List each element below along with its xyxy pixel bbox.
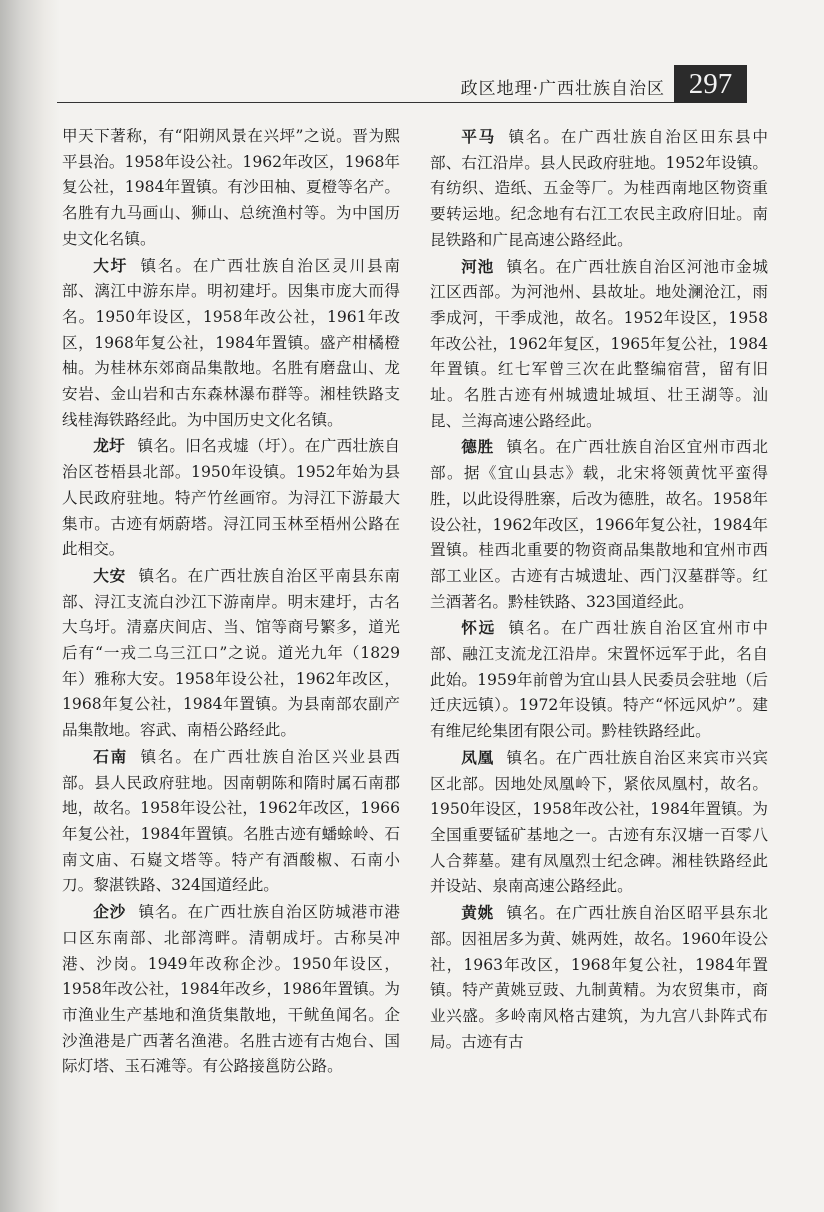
entry-daxu bbox=[62, 253, 400, 434]
entry-shinan bbox=[62, 744, 400, 899]
entry-desheng bbox=[430, 434, 768, 615]
entry-text: 镇名。在广西壮族自治区昭平县东北部。因祖居多为黄、姚两姓，故名。1960年设公社，1963年改区，1968年复公社，1984年置镇。特产黄姚豆豉、九制黄精。为农贸集市，商业兴盛。多岭南风格古建筑，为九宫八卦阵式布局。古迹有古 bbox=[430, 904, 768, 1051]
left-column bbox=[62, 124, 400, 1080]
entry-term: 怀远 bbox=[461, 618, 497, 638]
entry-text: 镇名。旧名戎墟（圩）。在广西壮族自治区苍梧县北部。1950年设镇。1952年始为县人民政府驻地。特产竹丝画帘。为浔江下游最大集市。古迹有炳蔚塔。浔江同玉林至梧州公路在此相交。 bbox=[62, 437, 400, 559]
entry-term: 大圩 bbox=[93, 255, 129, 275]
entry-text: 镇名。在广西壮族自治区兴业县西部。县人民政府驻地。因南朝陈和隋时属石南郡地，故名。1958年设公社，1962年改区，1966年复公社，1984年置镇。名胜古迹有蟠蜍岭、石南文庙、石嶷文塔等。特产有酒酸椒、石南小刀。黎湛铁路、324国道经此。 bbox=[62, 747, 400, 895]
entry-continued bbox=[62, 124, 400, 253]
entry-text: 镇名。在广西壮族自治区防城港市港口区东南部、北部湾畔。清朝成圩。古称吴冲港、沙岗。1949年改称企沙。1950年设区，1958年改公社，1984年改乡，1986年置镇。为市渔业生产基地和渔货集散地，干鱿鱼闻名。企沙渔港是广西著名渔港。名胜古迹有古炮台、国际灯塔、玉石滩等。有公路接邕防公路。 bbox=[62, 903, 400, 1076]
entry-term: 企沙 bbox=[93, 902, 126, 922]
entry-huaiyuan bbox=[430, 615, 768, 745]
entry-term: 平马 bbox=[461, 127, 497, 146]
entry-text: 镇名。在广西壮族自治区宜州市西北部。据《宜山县志》载，北宋将领黄忱平蛮得胜，以此设得胜寨，后改为德胜，故名。1958年设公社，1962年改区，1966年复公社，1984年置镇。桂西北重要的物资商品集散地和宜州市西部工业区。古迹有古城遗址、西门汉墓群等。红兰酒著名。黔桂铁路、323国道经此。 bbox=[430, 438, 768, 611]
running-title: 政区地理·广西壮族自治区 bbox=[460, 79, 665, 99]
page-number: 297 bbox=[674, 65, 747, 103]
entry-huangyao bbox=[430, 900, 768, 1055]
entry-hechi bbox=[430, 254, 768, 435]
entry-term: 大安 bbox=[93, 565, 126, 585]
entry-text: 甲天下著称，有“阳朔风景在兴坪”之说。晋为熙平县治。1958年设公社。1962年改区，1968年复公社，1984年置镇。有沙田柚、夏橙等名产。名胜有九马画山、狮山、总统渔村等。为中国历史文化名镇。 bbox=[62, 127, 400, 248]
page-header bbox=[57, 65, 747, 103]
entry-text: 镇名。在广西壮族自治区宜州市中部、融江支流龙江沿岸。宋置怀远军于此，名自此始。1959年前曾为宜山县人民委员会驻地（后迁庆远镇）。1972年设镇。特产“怀远风炉”。建有维尼纶集团有限公司。黔桂铁路经此。 bbox=[430, 619, 768, 741]
book-spine-shadow bbox=[0, 0, 60, 1212]
entry-term: 黄姚 bbox=[461, 903, 494, 923]
entry-term: 龙圩 bbox=[93, 436, 126, 456]
entry-fenghuang bbox=[430, 745, 768, 900]
entry-qisha bbox=[62, 899, 400, 1080]
entry-text: 镇名。在广西壮族自治区田东县中部、右江沿岸。县人民政府驻地。1952年设镇。有纺织、造纸、五金等厂。为桂西南地区物资重要转运地。纪念地有右江工农民主政府旧址。南昆铁路和广昆高速公路经此。 bbox=[430, 128, 768, 249]
entry-term: 凤凰 bbox=[461, 747, 494, 767]
right-column bbox=[430, 124, 768, 1055]
header-rule bbox=[57, 102, 674, 104]
entry-text: 镇名。在广西壮族自治区灵川县南部、漓江中游东岸。明初建圩。因集市庞大而得名。1950年设区，1958年改公社，1961年改区，1968年复公社，1984年置镇。盛产柑橘橙柚。为桂林东郊商品集散地。名胜有磨盘山、龙安岩、金山岩和古东森林瀑布群等。湘桂铁路支线桂海铁路经此。为中国历史文化名镇。 bbox=[62, 256, 400, 429]
entry-longxu bbox=[62, 433, 400, 563]
entry-text: 镇名。在广西壮族自治区平南县东南部、浔江支流白沙江下游南岸。明末建圩，古名大乌圩。清嘉庆间店、当、馆等商号繁多，道光后有“一戎二乌三江口”之说。道光九年（1829年）雅称大安。1958年设公社，1962年改区，1968年复公社，1984年置镇。为县南部农副产品集散地。容武、南梧公路经此。 bbox=[62, 566, 400, 740]
entry-text: 镇名。在广西壮族自治区来宾市兴宾区北部。因地处凤凰岭下，紧依凤凰村，故名。1950年设区，1958年改公社，1984年置镇。为全国重要锰矿基地之一。古迹有东汉塘一百零八人合葬墓。建有凤凰烈士纪念碑。湘桂铁路经此并设站、泉南高速公路经此。 bbox=[430, 748, 768, 896]
entry-term: 河池 bbox=[461, 256, 494, 276]
entry-daan bbox=[62, 563, 400, 744]
entry-text: 镇名。在广西壮族自治区河池市金城江区西部。为河池州、县故址。地处澜沧江，雨季成河，干季成池，故名。1952年设区，1958年改公社，1962年复区，1965年复公社，1984年置镇。红七军曾三次在此整编宿营，留有旧址。名胜古迹有州城遗址城垣、壮王湖等。汕昆、兰海高速公路经此。 bbox=[430, 257, 768, 430]
entry-term: 石南 bbox=[93, 746, 129, 766]
entry-pingma bbox=[430, 124, 768, 254]
entry-term: 德胜 bbox=[461, 437, 494, 457]
